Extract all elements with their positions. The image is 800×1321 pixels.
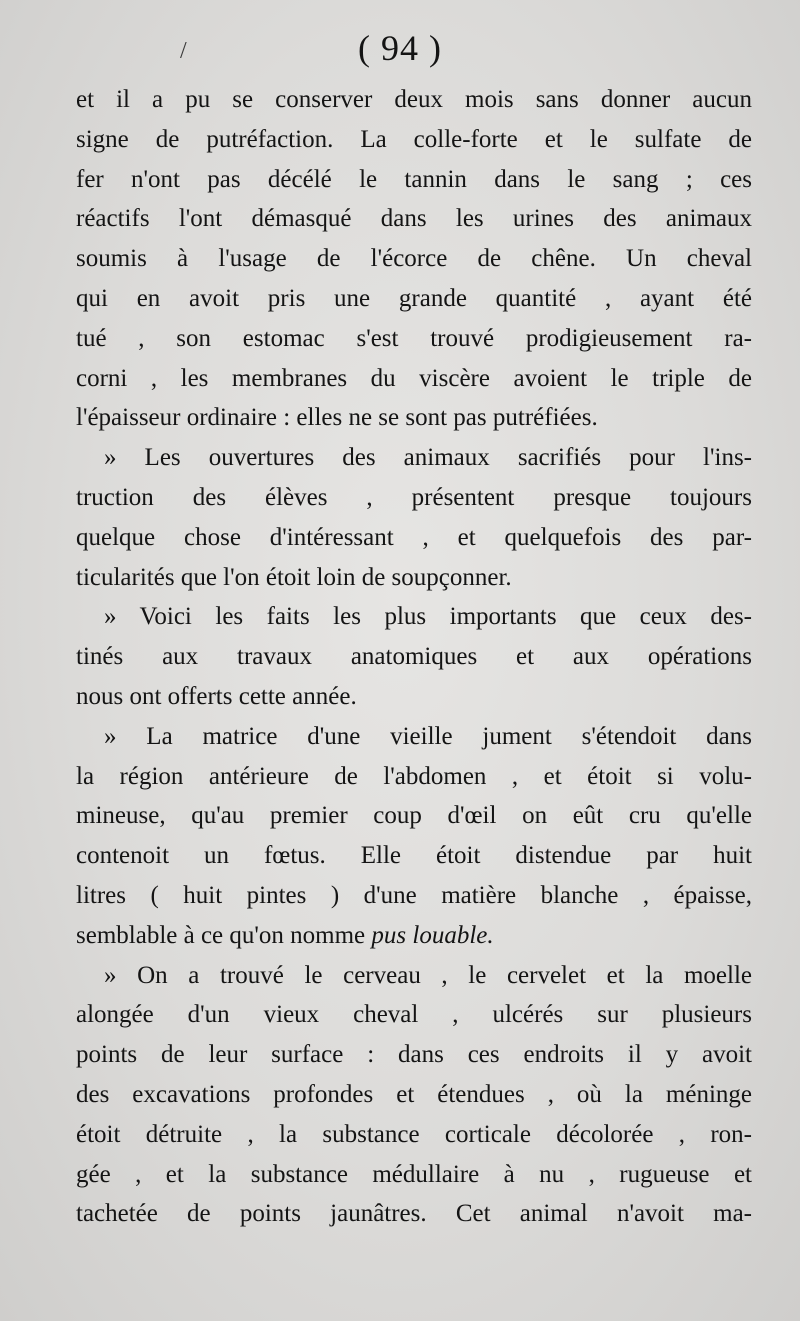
text-line: réactifs l'ont démasqué dans les urines des animaux xyxy=(76,205,752,233)
text-line: » On a trouvé le cerveau , le cervelet et la moelle xyxy=(104,961,752,989)
text-line: soumis à l'usage de l'écorce de chêne. Un cheval xyxy=(76,245,752,273)
text-line: la région antérieure de l'abdomen , et étoit si volu- xyxy=(76,762,752,790)
text-line: fer n'ont pas décélé le tannin dans le sang ; ces xyxy=(76,165,752,193)
text-line: l'épaisseur ordinaire : elles ne se sont pas putréfiées. xyxy=(76,404,598,432)
text-line: qui en avoit pris une grande quantité , ayant été xyxy=(76,284,752,312)
text-line: mineuse, qu'au premier coup d'œil on eût cru qu'elle xyxy=(76,802,752,830)
text-line: » La matrice d'une vieille jument s'étendoit dans xyxy=(104,722,752,750)
text-line: corni , les membranes du viscère avoient le triple de xyxy=(76,364,752,392)
page-number: ( 94 ) xyxy=(358,28,442,68)
text-line: points de leur surface : dans ces endroits il y avoit xyxy=(76,1041,752,1069)
paragraph-2 xyxy=(76,438,752,597)
text-line: ticularités que l'on étoit loin de soupçonner. xyxy=(76,563,512,591)
text-line xyxy=(76,916,752,956)
text-line: tinés aux travaux anatomiques et aux opérations xyxy=(76,643,752,671)
text-line: tué , son estomac s'est trouvé prodigieusement ra- xyxy=(76,324,752,352)
paragraph-1 xyxy=(76,80,752,438)
paragraph-5 xyxy=(76,956,752,1235)
paragraph-4 xyxy=(76,717,752,956)
italic-term: pus louable. xyxy=(371,921,494,949)
text-line: alongée d'un vieux cheval , ulcérés sur plusieurs xyxy=(76,1001,752,1029)
text-line: » Voici les faits les plus importants que ceux des- xyxy=(104,603,752,631)
text-line: » Les ouvertures des animaux sacrifiés pour l'ins- xyxy=(104,444,752,472)
text-line: des excavations profondes et étendues , où la méninge xyxy=(76,1080,752,1108)
paragraph-3 xyxy=(76,597,752,716)
text-line: étoit détruite , la substance corticale décolorée , ron- xyxy=(76,1120,752,1148)
text-line: contenoit un fœtus. Elle étoit distendue par huit xyxy=(76,842,752,870)
body-text xyxy=(76,80,752,1234)
text-line: tachetée de points jaunâtres. Cet animal n'avoit ma- xyxy=(76,1200,752,1228)
text-span: semblable à ce qu'on nomme xyxy=(76,921,366,949)
text-line: quelque chose d'intéressant , et quelquefois des par- xyxy=(76,523,752,551)
text-line: nous ont offerts cette année. xyxy=(76,682,357,710)
text-line: signe de putréfaction. La colle-forte et le sulfate de xyxy=(76,125,752,153)
text-line: litres ( huit pintes ) d'une matière blanche , épaisse, xyxy=(76,881,752,909)
text-line: et il a pu se conserver deux mois sans donner aucun xyxy=(76,86,752,113)
text-line: truction des élèves , présentent presque toujours xyxy=(76,483,752,511)
text-line: gée , et la substance médullaire à nu , rugueuse et xyxy=(76,1160,752,1188)
margin-mark: / xyxy=(180,38,187,64)
